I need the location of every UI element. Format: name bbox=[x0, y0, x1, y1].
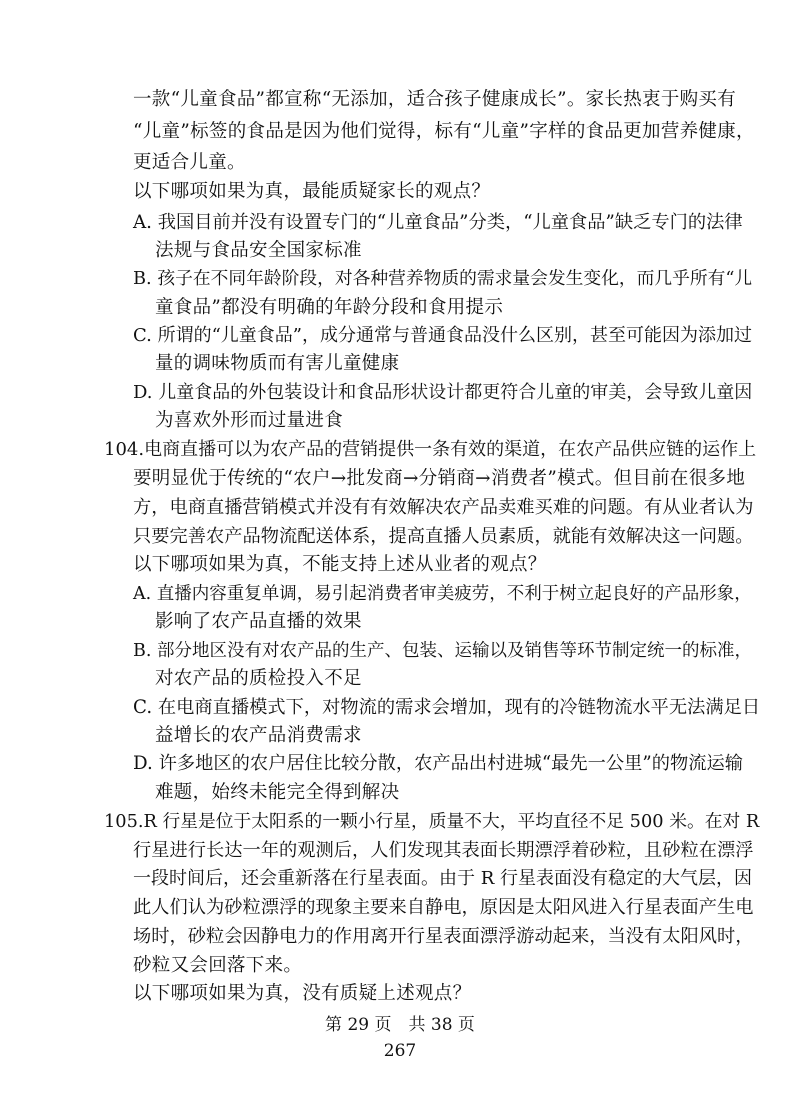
q104-question: 以下哪项如果为真，不能支持上述从业者的观点？ bbox=[133, 554, 547, 575]
q103-option-b: B. 孩子在不同年龄阶段，对各种营养物质的需求量会发生变化，而几乎所有“儿 bbox=[133, 269, 753, 289]
q104-option-b: B. 部分地区没有对农产品的生产、包装、运输以及销售等环节制定统一的标准， bbox=[133, 641, 752, 661]
q104-stem-line-4: 只要完善农产品物流配送体系，提高直播人员素质，就能有效解决这一问题。 bbox=[133, 526, 754, 547]
q104-option-c: C. 在电商直播模式下，对物流的需求会增加，现有的冷链物流水平无法满足日 bbox=[133, 697, 761, 718]
q103-option-d: D. 儿童食品的外包装设计和食品形状设计都更符合儿童的审美，会导致儿童因 bbox=[133, 382, 753, 403]
q103-option-a-cont: 法规与食品安全国家标准 bbox=[155, 240, 362, 261]
q103-stem-line-1: 一款“儿童食品”都宣称“无添加，适合孩子健康成长”。家长热衷于购买有 bbox=[133, 89, 737, 110]
q105-stem-line-6: 砂粒又会回落下来。 bbox=[133, 955, 303, 976]
q105-stem-line-5: 场时，砂粒会因静电力的作用离开行星表面漂浮游动起来，当没有太阳风时， bbox=[133, 926, 754, 947]
q103-option-b-cont: 童食品”都没有明确的年龄分段和食用提示 bbox=[155, 297, 504, 318]
q104-option-b-cont: 对农产品的质检投入不足 bbox=[155, 668, 362, 689]
page-count-label: 第 29 页 共 38 页 bbox=[325, 1015, 475, 1035]
q105-stem-line-1: 105.R 行星是位于太阳系的一颗小行星，质量不大，平均直径不足 500 米。在对 R bbox=[104, 812, 760, 832]
q104-stem-line-2: 要明显优于传统的“农户→批发商→分销商→消费者”模式。但目前在很多地 bbox=[133, 468, 746, 489]
q104-option-c-cont: 益增长的农产品消费需求 bbox=[155, 725, 362, 746]
q103-option-c: C. 所谓的“儿童食品”，成分通常与普通食品没什么区别，甚至可能因为添加过 bbox=[133, 325, 752, 346]
q104-option-a-cont: 影响了农产品直播的效果 bbox=[155, 611, 362, 632]
q105-question: 以下哪项如果为真，没有质疑上述观点？ bbox=[133, 983, 472, 1004]
q103-stem-line-2: “儿童”标签的食品是因为他们觉得，标有“儿童”字样的食品更加营养健康， bbox=[133, 121, 755, 142]
q103-option-d-cont: 为喜欢外形而过量进食 bbox=[155, 410, 344, 431]
q103-option-a: A. 我国目前并没有设置专门的“儿童食品”分类，“儿童食品”缺乏专门的法律 bbox=[133, 212, 743, 233]
q104-option-a: A. 直播内容重复单调，易引起消费者审美疲劳，不利于树立起良好的产品形象， bbox=[133, 584, 752, 604]
q103-option-c-cont: 量的调味物质而有害儿童健康 bbox=[155, 353, 400, 374]
q105-stem-line-2: 行星进行长达一年的观测后，人们发现其表面长期漂浮着砂粒，且砂粒在漂浮 bbox=[133, 840, 754, 861]
q105-stem-line-3: 一段时间后，还会重新落在行星表面。由于 R 行星表面没有稳定的大气层，因 bbox=[133, 868, 752, 889]
page-number: 267 bbox=[383, 1041, 417, 1061]
q104-stem-line-3: 方，电商直播营销模式并没有有效解决农产品卖难买难的问题。有从业者认为 bbox=[133, 497, 754, 518]
q103-question: 以下哪项如果为真，最能质疑家长的观点？ bbox=[133, 181, 491, 202]
q105-stem-line-4: 此人们认为砂粒漂浮的现象主要来自静电，原因是太阳风进入行星表面产生电 bbox=[133, 897, 754, 918]
q103-stem-line-3: 更适合儿童。 bbox=[133, 152, 246, 173]
q104-stem-line-1: 104.电商直播可以为农产品的营销提供一条有效的渠道，在农产品供应链的运作上 bbox=[104, 439, 757, 460]
q104-option-d: D. 许多地区的农户居住比较分散，农产品出村进城“最先一公里”的物流运输 bbox=[133, 753, 743, 774]
q104-option-d-cont: 难题，始终未能完全得到解决 bbox=[155, 782, 400, 803]
